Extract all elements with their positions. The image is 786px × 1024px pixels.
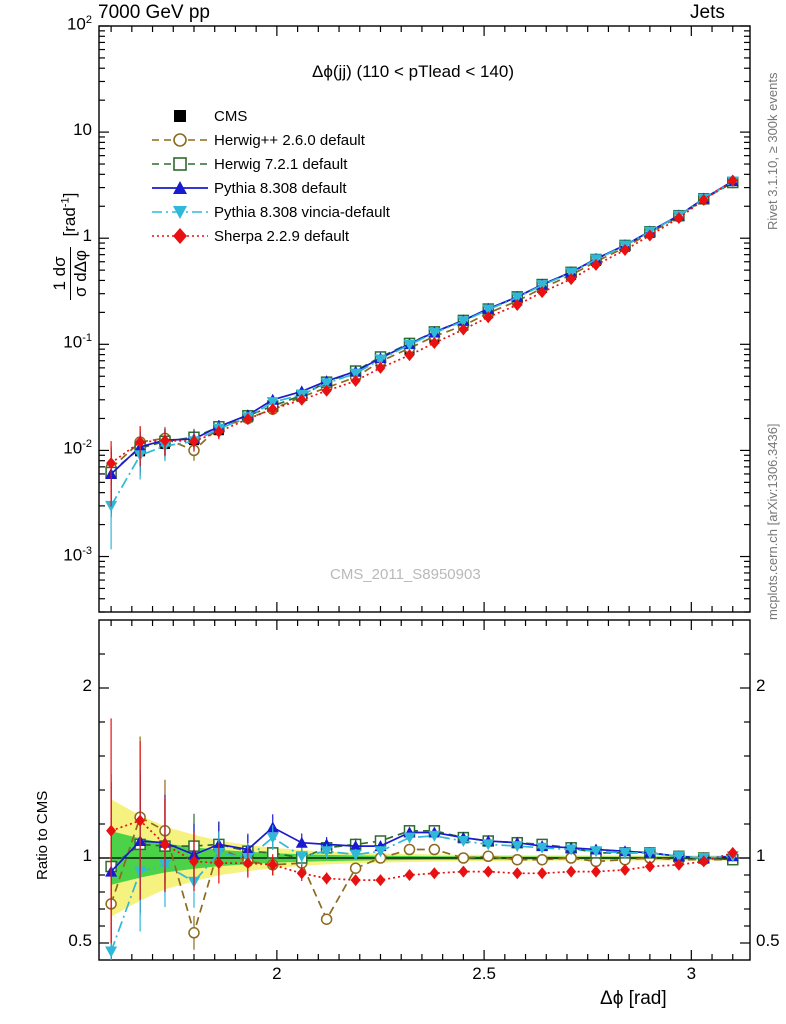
legend-label: Herwig++ 2.6.0 default bbox=[214, 131, 365, 149]
mcplots-source-label: mcplots.cern.ch [arXiv:1306.3436] bbox=[765, 423, 780, 620]
ratio-axis-ticks bbox=[99, 620, 750, 960]
rivet-version-label: Rivet 3.1.10, ≥ 300k events bbox=[765, 72, 780, 230]
legend-label: Sherpa 2.2.9 default bbox=[214, 227, 350, 245]
legend-item-cms[interactable] bbox=[150, 104, 390, 128]
ratio-y-tick-label: 1 bbox=[82, 846, 92, 865]
header-left: 7000 GeV pp bbox=[98, 2, 210, 23]
legend-item-vincia[interactable] bbox=[150, 200, 390, 224]
y-tick-label: $10^{-1}$ bbox=[63, 332, 92, 352]
legend-marker-herwigpp bbox=[150, 129, 214, 151]
legend-item-herwig7[interactable] bbox=[150, 152, 390, 176]
header-right: Jets bbox=[690, 2, 725, 23]
legend-label: Pythia 8.308 vincia-default bbox=[214, 203, 390, 221]
legend-marker-sherpa bbox=[150, 225, 214, 247]
y-tick-label: 1 bbox=[82, 226, 92, 246]
legend-item-pythia[interactable] bbox=[150, 176, 390, 200]
plot-title: Δϕ(jj) (110 < pTlead < 140) bbox=[312, 62, 514, 81]
x-tick-label: 3 bbox=[686, 964, 697, 983]
legend bbox=[150, 104, 390, 248]
legend-marker-vincia bbox=[150, 201, 214, 223]
x-tick-label: 2.5 bbox=[472, 964, 496, 983]
y-tick-label: $10^{-3}$ bbox=[63, 544, 92, 565]
legend-label: Herwig 7.2.1 default bbox=[214, 155, 348, 173]
legend-marker-herwig7 bbox=[150, 153, 214, 175]
x-tick-label: 2 bbox=[272, 964, 282, 983]
y-tick-label: 10 bbox=[73, 120, 92, 140]
legend-item-herwigpp[interactable] bbox=[150, 128, 390, 152]
ratio-y-axis-label: Ratio to CMS bbox=[34, 790, 51, 880]
legend-marker-pythia bbox=[150, 177, 214, 199]
ratio-plot-frame bbox=[99, 620, 750, 960]
ratio-y-tick-label: 0.5 bbox=[756, 931, 780, 950]
y-tick-label: $10^{-2}$ bbox=[63, 438, 92, 459]
legend-label: CMS bbox=[214, 107, 248, 125]
legend-item-sherpa[interactable] bbox=[150, 224, 390, 248]
x-axis-label: Δϕ [rad] bbox=[600, 988, 667, 1009]
ratio-y-tick-label: 2 bbox=[756, 676, 766, 695]
analysis-watermark: CMS_2011_S8950903 bbox=[330, 566, 481, 583]
ratio-y-tick-label: 1 bbox=[756, 846, 766, 865]
legend-marker-cms bbox=[150, 105, 214, 127]
ratio-y-tick-label: 0.5 bbox=[68, 931, 92, 950]
y-tick-label: $10^2$ bbox=[66, 14, 92, 34]
ratio-y-tick-label: 2 bbox=[82, 676, 92, 695]
legend-label: Pythia 8.308 default bbox=[214, 179, 347, 197]
